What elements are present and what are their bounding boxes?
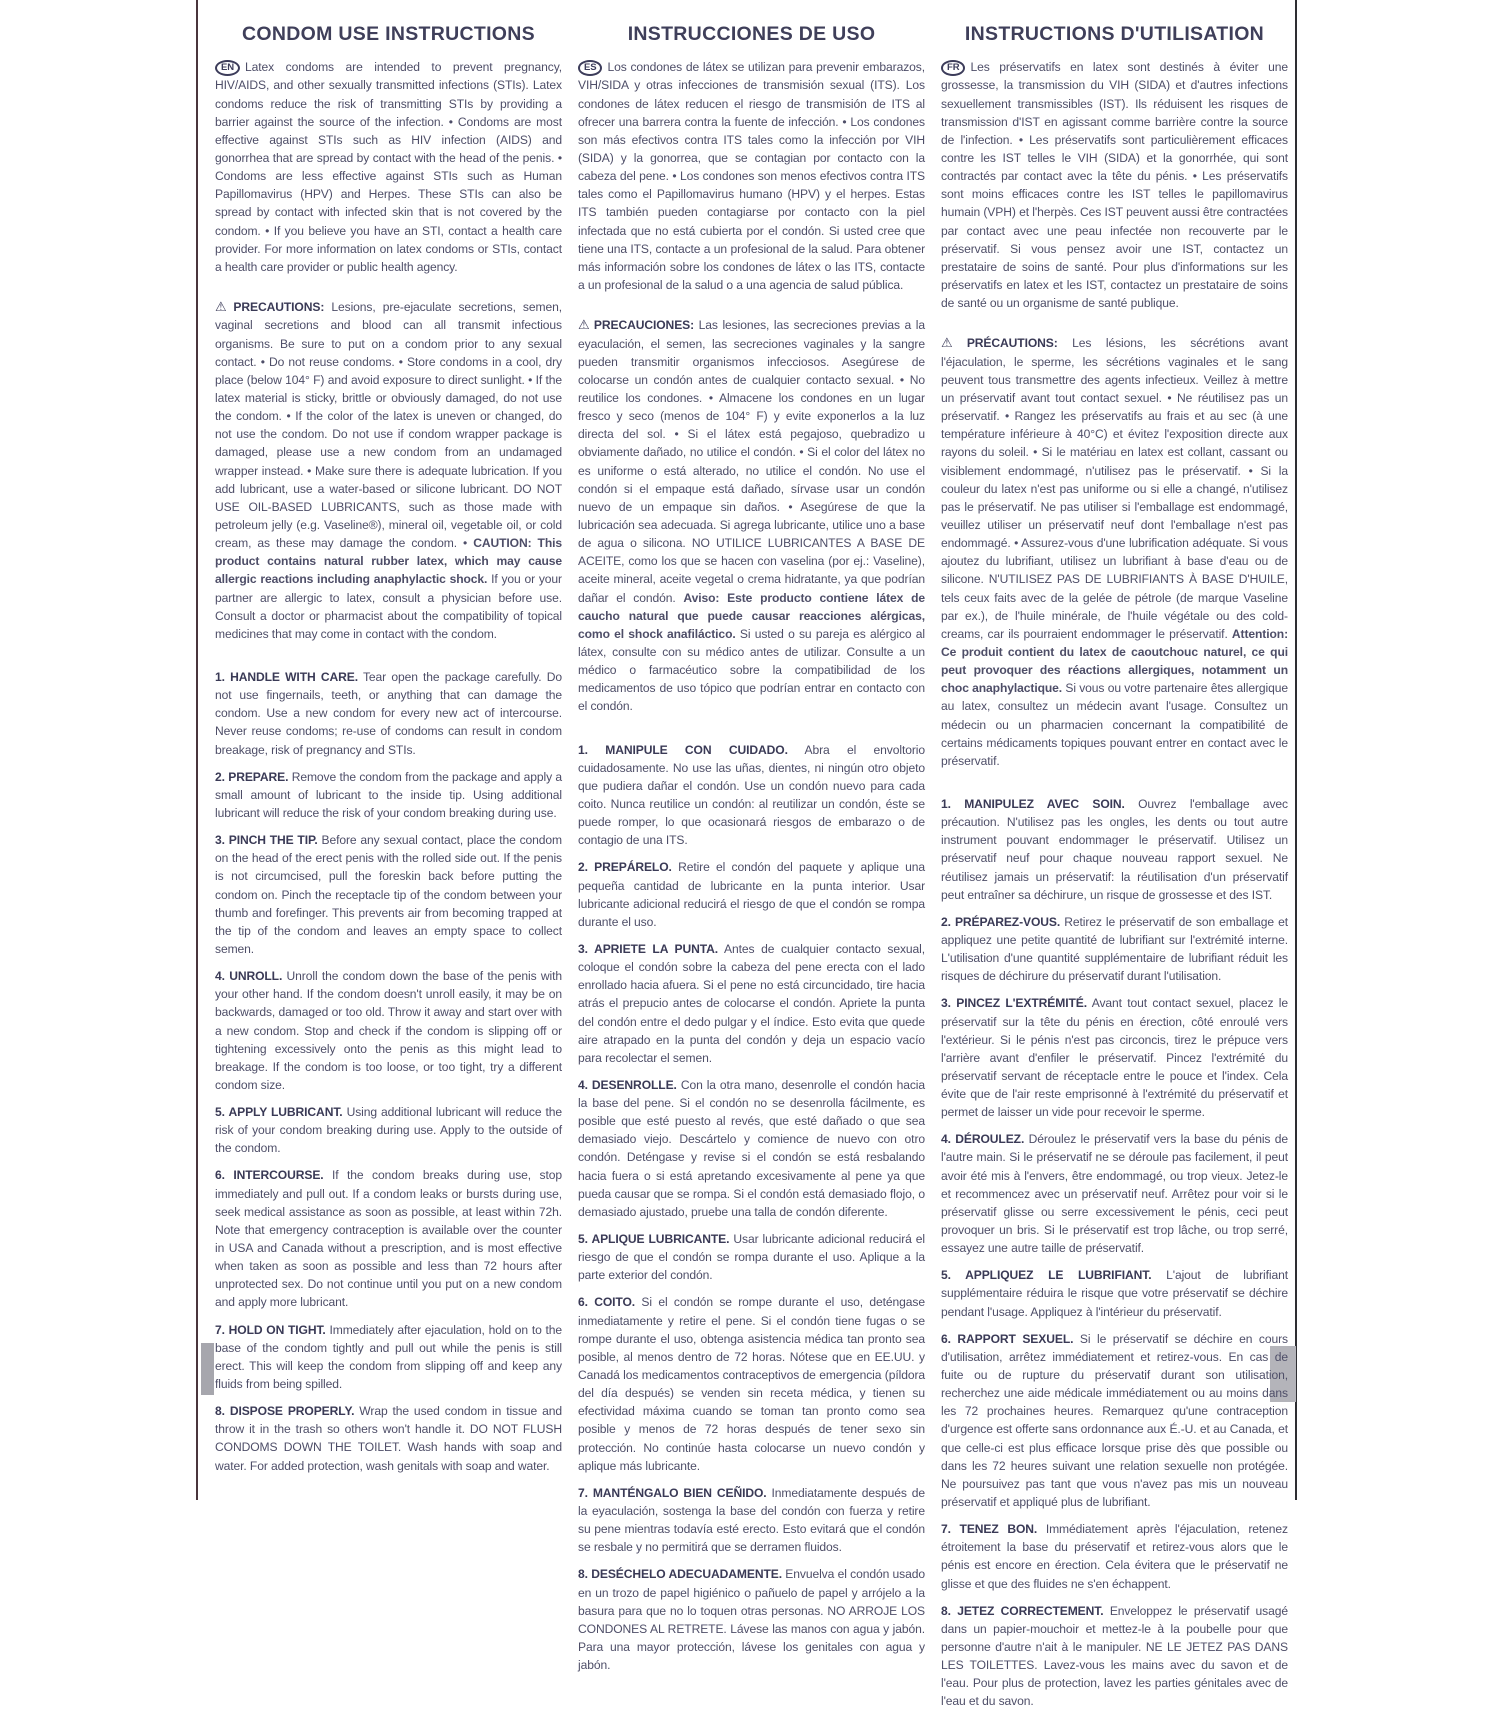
- scan-mark-left: [201, 1343, 214, 1395]
- step-item: [215, 967, 562, 1094]
- step-text: Envuelva el condón usado en un trozo de papel higiénico o pañuelo de papel y arrójelo a la basura para que no lo toquen otras personas. NO ARROJE LOS CONDONES AL RETRETE. Lávese las manos con agua y jabón. Para una mayor protección, lávese los genitales con agua y jabón.: [578, 1567, 926, 1673]
- step-item: [578, 940, 925, 1067]
- step-heading: 3. PINCEZ L'EXTRÉMITÉ.: [941, 996, 1087, 1011]
- step-text: Remove the condom from the package and apply a small amount of lubricant to the inside tip. Using additional lubricant will reduce the risk of your condom breaking during use.: [215, 769, 562, 820]
- precautions-tail: Si usted o su pareja es alérgico al látex, consulte con su médico antes de utilizar. Consulte a un médico o farmacéutico sobre la compatibilidad de los medicamentos de uso tópico que podrían entrar en contacto con el condón.: [578, 626, 926, 714]
- step-text: L'ajout de lubrifiant supplémentaire réduira le risque que votre préservatif se déchire pendant l'usage. Appliquez à l'intérieur du préservatif.: [941, 1268, 1288, 1319]
- step-item: [941, 1130, 1288, 1257]
- step-heading: 4. DESENROLLE.: [578, 1077, 677, 1092]
- step-text: Wrap the used condom in tissue and throw it in the trash so others won't handle it. DO NOT FLUSH CONDOMS DOWN THE TOILET. Wash hands with soap and water. For added protection, wash genitals with soap and water.: [215, 1404, 562, 1473]
- language-badge-es: ES: [578, 60, 602, 76]
- step-text: Usar lubricante adicional reducirá el riesgo de que el condón se rompa durante el uso. Aplique a la parte exterior del condón.: [578, 1232, 925, 1283]
- step-text: Tear open the package carefully. Do not use fingernails, teeth, or anything that can damage the condom. Use a new condom for every new act of intercourse. Never reuse condoms; re-use of condoms can result in condom breakage, risk of pregnancy and STIs.: [215, 669, 562, 757]
- step-text: Before any sexual contact, place the condom on the head of the erect penis with the rolled side out. If the penis is not circumcised, pull the foreskin back before putting the condom on. Pinch the receptacle tip of the condom between your thumb and forefinger. This prevents air from becoming trapped at the tip of the condom and leaves an empty space to collect semen.: [215, 833, 562, 956]
- intro-text: Les préservatifs en latex sont destinés à éviter une grossesse, la transmission du VIH (SIDA) et d'autres infections sexuellement transmissibles (IST). Ils réduisent les risques de transmission d'IST en agissant comme barrière contre la source de l'infection. • Les préservatifs sont particulièrement efficaces contre les IST telles le VIH (SIDA) et la gonorrhée, qui sont contractés par contact avec la tête du pénis. • Les préservatifs sont moins efficaces contre les IST telles le papillomavirus humain (VPH) et l'herpès. Ces IST peuvent aussi être contractées par contact avec une peau infectée non recouverte par le préservatif. Si vous pensez avoir une IST, contactez un prestataire de soins de santé. Pour plus d'informations sur les préservatifs en latex et les IST, contactez un prestataire de soins de santé ou un organisme de santé publique.: [941, 60, 1288, 311]
- precautions-tail: Si vous ou votre partenaire êtes allergique au latex, consultez un médecin avant l'usage. Consultez un médecin ou un pharmacien concernant la compatibilité de certains médicaments topiques pouvant entrer en contact avec le préservatif.: [941, 681, 1288, 768]
- step-item: [578, 741, 925, 850]
- caution-statement: CAUTION: This product contains natural rubber latex, which may cause allergic reactions including anaphylactic shock.: [215, 536, 562, 587]
- precautions-tail: If you or your partner are allergic to latex, consult a physician before use. Consult a doctor or pharmacist about the compatibility of topical medicines that may come in contact with the condom.: [215, 572, 562, 641]
- step-item: [215, 1166, 562, 1311]
- step-text: Déroulez le préservatif vers la base du pénis de l'autre main. Si le préservatif ne se déroule pas facilement, il peut avoir été mis à l'envers, être endommagé, ou trop vieux. Jetez-le et recommencez avec un préservatif neuf. Arrêtez pour voir si le préservatif glisse ou serre excessivement le pénis, ceci peut provoquer un bris. Si le préservatif est trop lâche, ou trop serré, essayez une autre taille de préservatif.: [941, 1132, 1288, 1256]
- language-badge-fr: FR: [941, 60, 965, 76]
- step-text: Ouvrez l'emballage avec précaution. N'utilisez pas les ongles, les dents ou tout autre instrument pouvant endommager le préservatif. Utilisez un préservatif neuf pour chaque nouveau rapport sexuel. Ne réutilisez jamais un préservatif: la réutilisation d'un préservatif peut entraîner sa déchirure, un risque de grossesse et des IST.: [941, 796, 1288, 902]
- step-heading: 3. PINCH THE TIP.: [215, 833, 318, 848]
- intro-paragraph: [941, 58, 1288, 312]
- step-text: If the condom breaks during use, stop immediately and pull out. If a condom leaks or bursts during use, seek medical assistance as soon as possible, at least within 72h. Note that emergency contraception is available over the counter in USA and Canada without a prescription, and is most effective when taken as soon as possible and less than 72 hours after unprotected sex. Do not continue until you put on a new condom and apply more lubricant.: [215, 1168, 562, 1310]
- step-heading: 8. JETEZ CORRECTEMENT.: [941, 1603, 1104, 1618]
- warning-triangle-icon: ⚠: [941, 335, 964, 351]
- step-text: Antes de cualquier contacto sexual, coloque el condón sobre la cabeza del pene erecta con el lado enrollado hacia afuera. Si el pene no está circuncidado, tire hacia atrás el prepucio antes de colocarse el condón. Apriete la punta del condón entre el dedo pulgar y el índice. Esto evita que quede aire atrapado en la punta del condón y deja un espacio vacío para recolectar el semen.: [578, 941, 926, 1065]
- warning-triangle-icon: ⚠: [215, 298, 231, 314]
- step-heading: 4. UNROLL.: [215, 969, 283, 984]
- column-english: [215, 20, 562, 1720]
- step-text: Inmediatamente después de la eyaculación, sostenga la base del condón con fuerza y retire su pene mientras todavía esté erecto. Esto evitará que el condón se resbale y no permitirá que se derramen fluidos.: [578, 1485, 925, 1555]
- step-item: [941, 1266, 1288, 1320]
- step-text: Abra el envoltorio cuidadosamente. No use las uñas, dientes, ni ningún otro objeto que pudiera dañar el condón. Use un condón nuevo para cada coito. Nunca reutilice un condón: al reutilizar un condón, éste se puede romper, lo que ocasionará riesgos de embarazo o de contagio de una ITS.: [578, 742, 925, 848]
- language-badge-en: EN: [215, 60, 240, 76]
- intro-text: Los condones de látex se utilizan para prevenir embarazos, VIH/SIDA y otras infecciones de transmisión sexual (ITS). Los condones de látex reducen el riesgo de transmisión de ITS al ofrecer una barrera contra la fuente de infección. • Los condones son más efectivos contra ITS tales como la infección por VIH (SIDA) y la gonorrea, que se contagian por contacto con la cabeza del pene. • Los condones son menos efectivos contra ITS tales como el Papillomavirus humano (HPV) y el herpes. Estas ITS también pueden contagiarse por contacto con la piel infectada que no está cubierta por el condón. Si usted cree que tiene una ITS, contacte a un profesional de la salud. Para obtener más información sobre los condones de látex o las ITS, contacte a un profesional de la salud o a una agencia de salud pública.: [578, 60, 925, 292]
- column-spanish: [578, 20, 925, 1720]
- step-text: Si le préservatif se déchire en cours d'utilisation, arrêtez immédiatement et retirez-vous. En cas de fuite ou de rupture du préservatif durant son utilisation, recherchez une aide médicale immédiatement ou au moins dans les 72 prochaines heures. Remarquez qu'une contraception d'urgence est offerte sans ordonnance aux É.-U. et au Canada, et que celle-ci est plus efficace lorsque prise dès que possible ou dans les 72 heures suivant une relation sexuelle non protégée. Ne poursuivez pas tant que vous n'avez pas mis un nouveau préservatif et appliqué plus de lubrifiant.: [941, 1331, 1289, 1510]
- step-text: Si el condón se rompe durante el uso, deténgase inmediatamente y retire el pene. Si el condón tiene fugas o se rompe durante el uso, obtenga asistencia médica tan pronto sea posible, al menos dentro de 72 horas. Nótese que en EE.UU. y Canadá los medicamentos contraceptivos de emergencia (píldora del día después) se venden sin receta médica, y tienen su efectividad máxima cuando se toman tan pronto como sea posible y menos de 72 horas después de tener sexo sin protección. No continúe hasta colocarse un nuevo condón y aplique más lubricante.: [578, 1295, 925, 1473]
- step-item: [215, 831, 562, 958]
- step-text: Retirez le préservatif de son emballage et appliquez une petite quantité de lubrifiant sur l'extrémité interne. L'utilisation d'une quantité supplémentaire de lubrifiant réduit les risques de déchirure du préservatif durant l'utilisation.: [941, 914, 1288, 984]
- step-text: Immédiatement après l'éjaculation, retenez étroitement la base du préservatif et retirez-vous alors que le pénis est encore en érection. Cela évitera que le préservatif ne glisse et que des fluides ne s'en échappent.: [941, 1522, 1288, 1591]
- step-text: Unroll the condom down the base of the penis with your other hand. If the condom doesn't unroll easily, it may be on backwards, damaged or too old. Throw it away and start over with a new condom. Stop and check if the condom is slipping off or tightening excessively onto the penis as this might lead to breakage. If the condom is too loose, or too tight, try a different condom size.: [215, 969, 562, 1092]
- step-item: [941, 1602, 1288, 1711]
- page-title-english: CONDOM USE INSTRUCTIONS: [242, 23, 535, 45]
- step-text: Avant tout contact sexuel, placez le préservatif sur la tête du pénis en érection, côté enroulé vers l'extérieur. Si le pénis n'est pas circoncis, tirez le prépuce vers l'arrière avant d'enfiler le préservatif. Pincez l'extrémité du préservatif servant de réceptacle entre le pouce et l'index. Cela évite que de l'air reste emprisonné à l'extrémité du préservatif et permet de laisser un vide pour recevoir le sperme.: [941, 996, 1288, 1120]
- step-item: [578, 1484, 925, 1557]
- step-item: [578, 1565, 925, 1674]
- precautions-body: Lesions, pre-ejaculate secretions, semen, vaginal secretions and blood can all transmit infectious organisms. Be sure to put on a condom prior to any sexual contact. • Do not reuse condoms. • Store condoms in a cool, dry place (below 104° F) and avoid exposure to direct sunlight. • If the latex material is sticky, brittle or obviously damaged, do not use the condom. • If the color of the latex is uneven or changed, do not use the condom. Do not use if condom wrapper package is damaged, please use a new condom from an undamaged wrapper instead. • Make sure there is adequate lubrication. If you add lubricant, use a water-based or silicone lubricant. DO NOT USE OIL-BASED LUBRICANTS, such as those made with petroleum jelly (e.g. Vaseline®), mineral oil, vegetable oil, or cold cream, as these may damage the condom. •: [215, 299, 562, 551]
- step-item: [578, 1293, 925, 1474]
- step-heading: 8. DESÉCHELO ADECUADAMENTE.: [578, 1567, 782, 1582]
- page-title-spanish: INSTRUCCIONES DE USO: [627, 23, 876, 45]
- page-title-french: INSTRUCTIONS D'UTILISATION: [964, 23, 1265, 45]
- step-item: [215, 668, 562, 759]
- step-item: [941, 913, 1288, 986]
- precautions-paragraph: [941, 333, 1288, 770]
- intro-paragraph: [215, 58, 562, 276]
- precautions-label: PRECAUCIONES:: [593, 318, 695, 333]
- step-item: [215, 1103, 562, 1157]
- step-text: Con la otra mano, desenrolle el condón hacia la base del pene. Si el condón no se desenrolla fácilmente, es posible que esté puesto al revés, que esté dañado o que sea demasiado viejo. Descártelo y comience de nuevo con otro condón. Deténgase y revise si el condón se está resbalando hacia fuera o si está apretando excesivamente al pene ya que pueda causar que se rompa. Si el condón está demasiado flojo, o demasiado ajustado, pruebe una talla de condón diferente.: [578, 1077, 925, 1219]
- precautions-paragraph: [215, 297, 562, 643]
- precautions-paragraph: [578, 315, 925, 715]
- step-item: [215, 1402, 562, 1475]
- caution-statement: Attention: Ce produit contient du latex de caoutchouc naturel, ce qui peut provoquer des réactions allergiques, notamment un choc anaphylactique.: [941, 626, 1288, 696]
- step-text: Enveloppez le préservatif usagé dans un papier-mouchoir et mettez-le à la poubelle pour que personne d'autre n'ait à le manipuler. NE LE JETEZ PAS DANS LES TOILETTES. Lavez-vous les mains avec du savon et de l'eau. Pour plus de protection, lavez les parties génitales avec de l'eau et du savon.: [941, 1603, 1288, 1709]
- precautions-label: PRÉCAUTIONS:: [966, 336, 1058, 351]
- step-item: [941, 795, 1288, 904]
- step-heading: 6. INTERCOURSE.: [215, 1168, 324, 1183]
- step-heading: 4. DÉROULEZ.: [941, 1132, 1025, 1147]
- step-heading: 2. PREPARE.: [215, 769, 289, 784]
- step-text: Retire el condón del paquete y aplique una pequeña cantidad de lubricante en la punta interior. Usar lubricante adicional reducirá el riesgo de que el condón se rompa durante el uso.: [578, 860, 925, 929]
- precautions-body: Les lésions, les sécrétions avant l'éjaculation, le sperme, les sécrétions vaginales et le sang peuvent tous transmettre des agents infectieux. Veillez à mettre un préservatif avant tout contact sexuel. • Ne réutilisez pas un préservatif. • Rangez les préservatifs au frais et au sec (à une température inférieure à 40°C) et évitez l'exposition directe aux rayons du soleil. • Si le matériau en latex est collant, cassant ou visiblement endommagé, n'utilisez pas le préservatif. • Si la couleur du latex n'est pas uniforme ou si elle a changé, n'utilisez pas le préservatif. Ne pas utiliser si l'emballage est endommagé, veuillez utiliser un préservatif neuf dont l'emballage n'est pas endommagé. • Assurez-vous d'une lubrification adéquate. Si vous ajoutez du lubrifiant, utilisez un lubrifiant à base d'eau ou de silicone. N'UTILISEZ PAS DE LUBRIFIANTS À BASE D'HUILE, tels ceux faits avec de la gelée de pétrole (de marque Vaseline par ex.), de l'huile minérale, de l'huile végétale ou des cold-creams, car ils pourraient endommager le préservatif.: [941, 336, 1288, 641]
- step-heading: 3. APRIETE LA PUNTA.: [578, 941, 719, 956]
- step-heading: 6. COITO.: [578, 1295, 636, 1310]
- step-item: [941, 1520, 1288, 1593]
- step-heading: 6. RAPPORT SEXUEL.: [941, 1331, 1074, 1346]
- step-heading: 7. MANTÉNGALO BIEN CEÑIDO.: [578, 1485, 767, 1500]
- step-item: [941, 994, 1288, 1121]
- step-heading: 5. APPLIQUEZ LE LUBRIFIANT.: [941, 1268, 1152, 1283]
- step-heading: 7. HOLD ON TIGHT.: [215, 1322, 326, 1337]
- step-heading: 8. DISPOSE PROPERLY.: [215, 1404, 355, 1419]
- caution-statement: Aviso: Este producto contiene látex de caucho natural que puede causar reacciones alérgicas, como el shock anafiláctico.: [578, 590, 925, 641]
- warning-triangle-icon: ⚠: [578, 317, 591, 333]
- intro-paragraph: [578, 58, 925, 294]
- scan-edge-line-right: [1295, 0, 1297, 1500]
- step-item: [215, 1321, 562, 1394]
- precautions-body: Las lesiones, las secreciones previas a la eyaculación, el semen, las secreciones vaginales y la sangre pueden transmitir organismos infecciosos. Asegúrese de colocarse un condón antes de cualquier contacto sexual. • No reutilice los condones. • Almacene los condones en un lugar fresco y seco (menos de 104° F) y evite exponerlos a la luz directa del sol. • Si el látex está pegajoso, quebradizo u obviamente dañado, no utilice el condón. • Si el color del látex no es uniforme o está alterado, no utilice el condón. No use el condón si el empaque está dañado, sírvase usar un condón nuevo de un empaque sin daños. • Asegúrese de que la lubricación sea adecuada. Si agrega lubricante, utilice uno a base de agua o silicona. NO UTILICE LUBRICANTES A BASE DE ACEITE, como los que se hacen con vaselina (por ej.: Vaseline), aceite mineral, aceite vegetal o crema hidratante, ya que podrían dañar el condón.: [578, 318, 925, 605]
- step-heading: 2. PREPÁRELO.: [578, 860, 672, 875]
- step-heading: 7. TENEZ BON.: [941, 1522, 1038, 1537]
- precautions-label: PRECAUTIONS:: [233, 299, 325, 314]
- step-heading: 1. HANDLE WITH CARE.: [215, 669, 358, 684]
- step-heading: 1. MANIPULEZ AVEC SOIN.: [941, 796, 1125, 811]
- step-item: [578, 1230, 925, 1284]
- step-item: [578, 1076, 925, 1221]
- scan-edge-line-left: [196, 0, 198, 1500]
- step-heading: 5. APLIQUE LUBRICANTE.: [578, 1232, 730, 1247]
- step-heading: 2. PRÉPAREZ-VOUS.: [941, 914, 1061, 929]
- step-item: [941, 1330, 1288, 1511]
- step-text: Immediately after ejaculation, hold on to the base of the condom tightly and pull out while the penis is still erect. This will keep the condom from slipping off and keep any fluids from being spilled.: [215, 1322, 562, 1392]
- step-text: Using additional lubricant will reduce the risk of your condom breaking during use. Apply to the outside of the condom.: [215, 1105, 562, 1156]
- column-french: [941, 20, 1288, 1720]
- step-item: [578, 858, 925, 931]
- step-heading: 1. MANIPULE CON CUIDADO.: [578, 742, 788, 757]
- step-item: [215, 768, 562, 822]
- intro-text: Latex condoms are intended to prevent pregnancy, HIV/AIDS, and other sexually transmitted infections (STIs). Latex condoms reduce the risk of transmitting STIs by providing a barrier against the source of the infection. • Condoms are most effective against STIs such as HIV infection (AIDS) and gonorrhea that are spread by contact with the head of the penis. • Condoms are less effective against STIs such as Human Papillomavirus (HPV) and Herpes. These STIs can also be spread by contact with infected skin that is not covered by the condom. • If you believe you have an STI, contact a health care provider. For more information on latex condoms or STIs, contact a health care provider or public health agency.: [215, 60, 562, 274]
- instruction-columns: [215, 20, 1289, 1720]
- step-heading: 5. APPLY LUBRICANT.: [215, 1105, 343, 1120]
